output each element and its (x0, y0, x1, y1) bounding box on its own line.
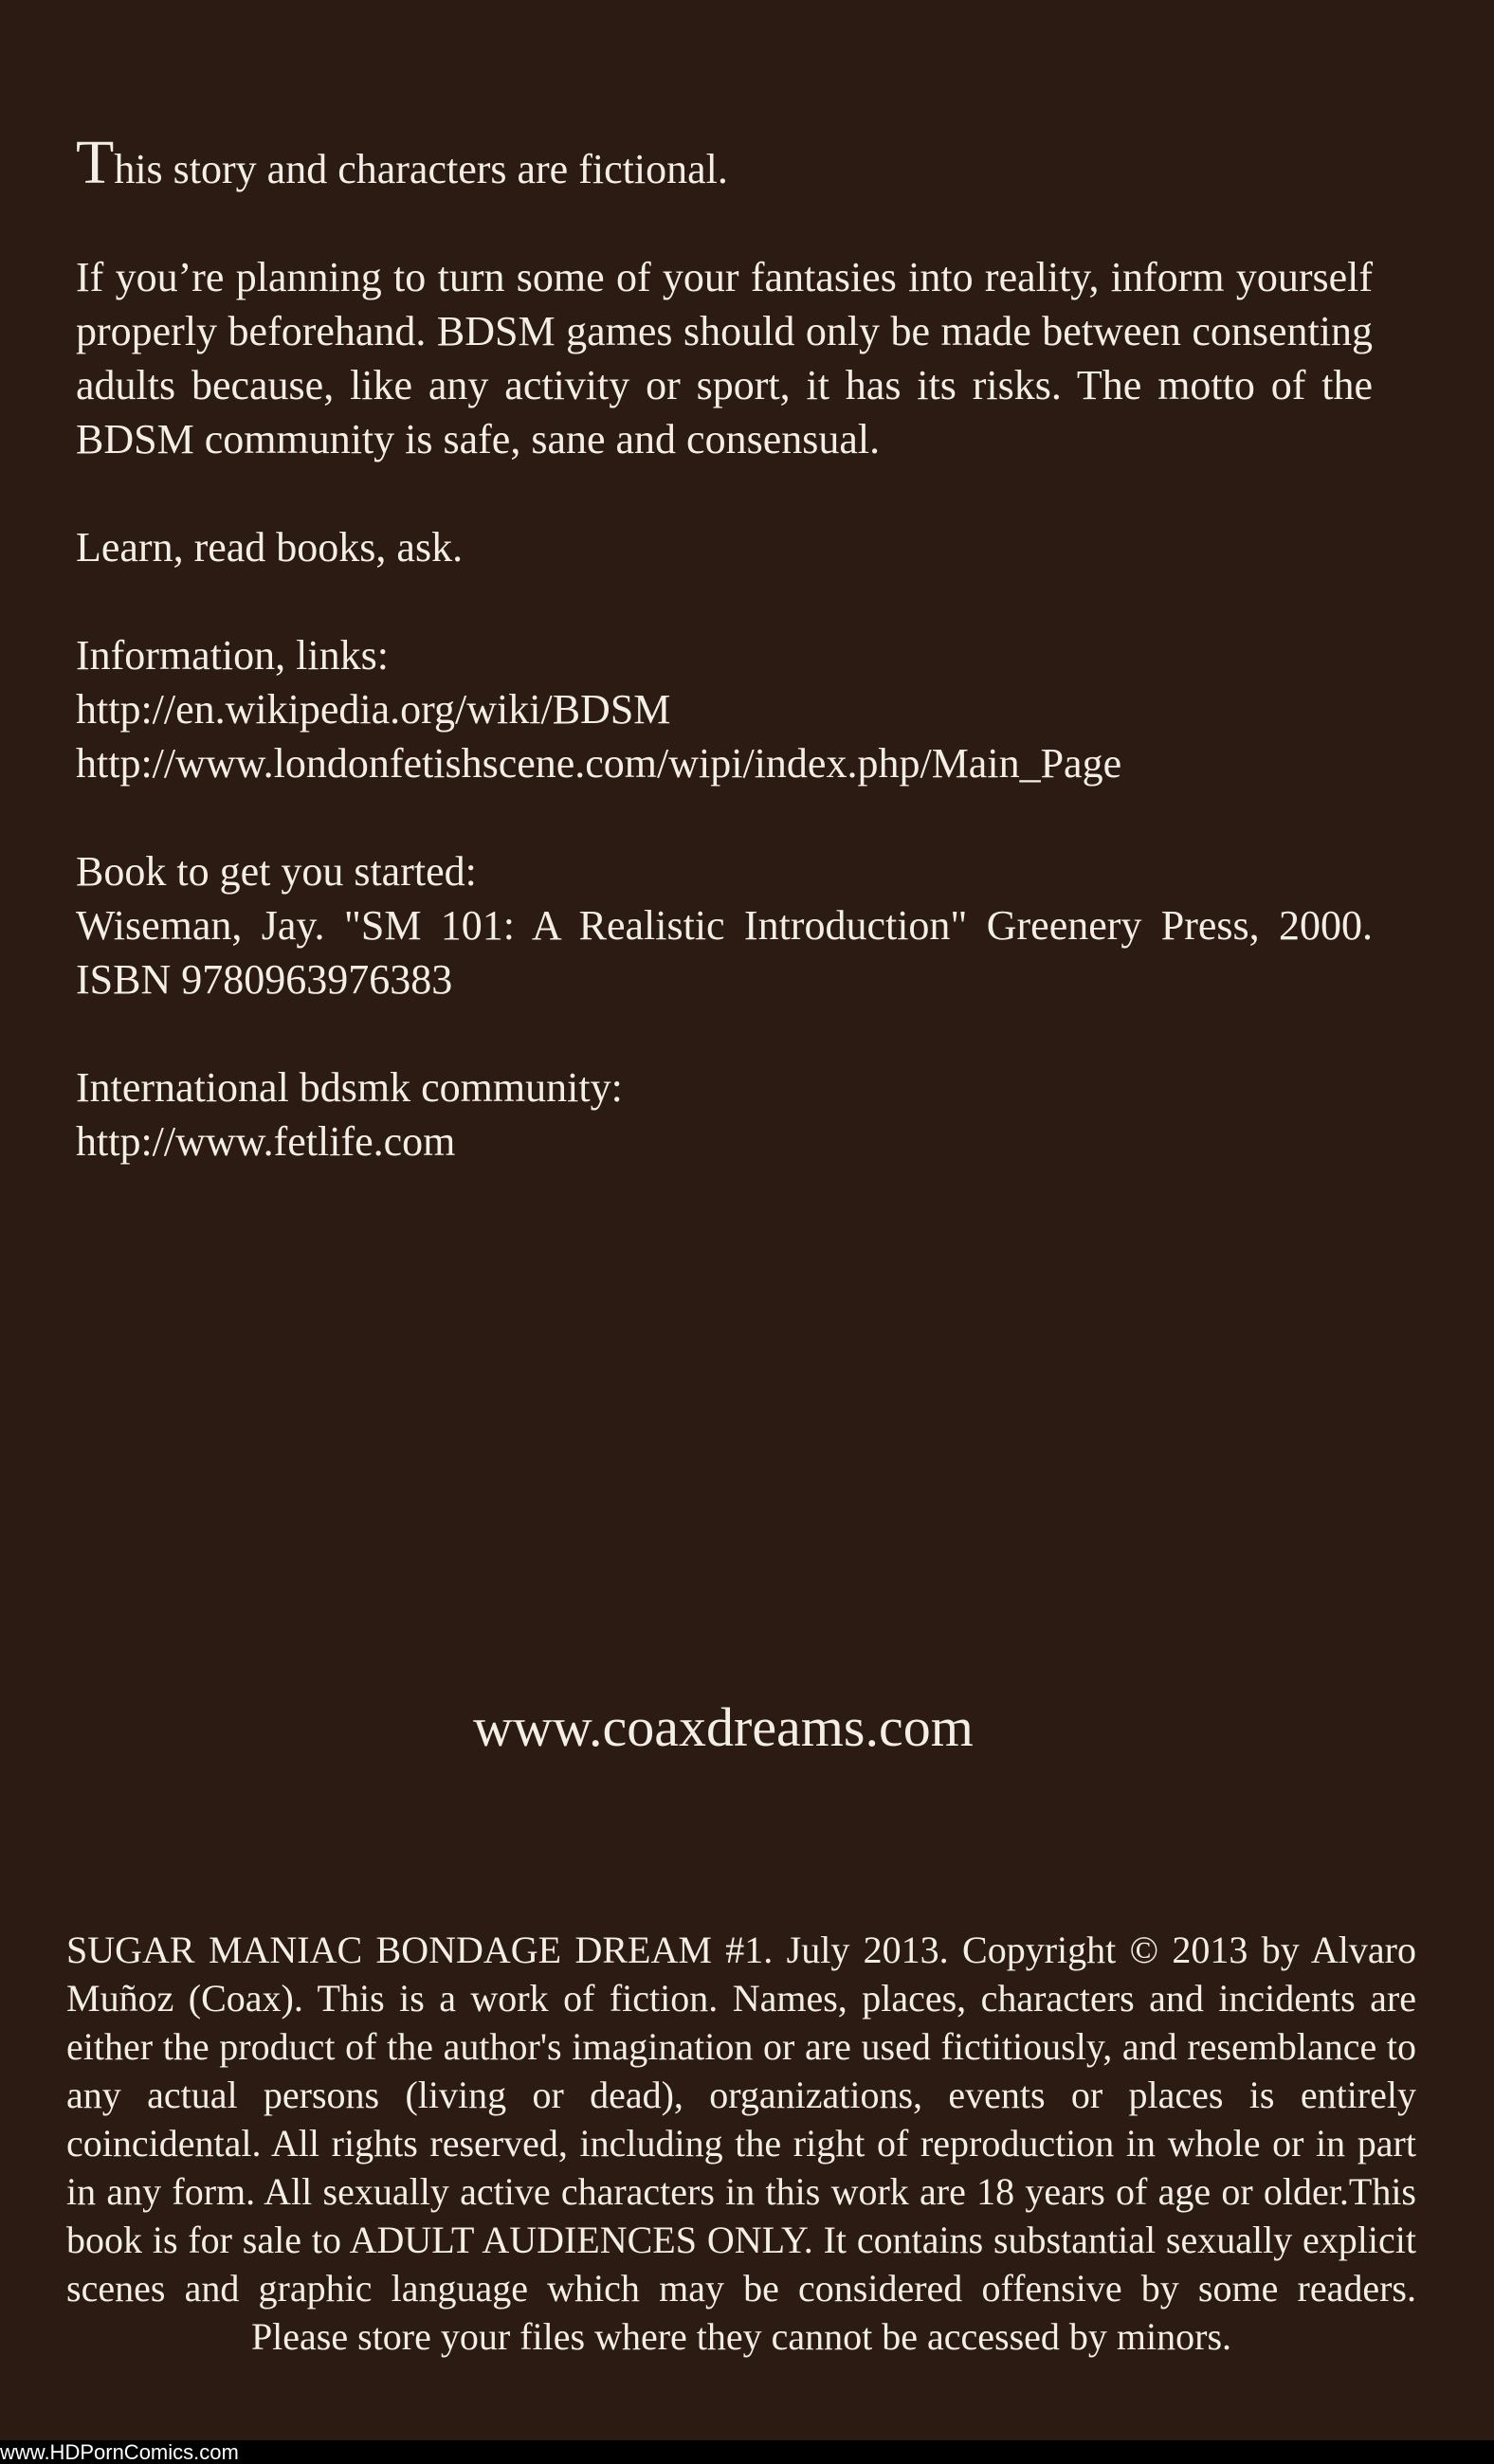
book-citation: Wiseman, Jay. "SM 101: A Realistic Introduction" Greenery Press, 2000. ISBN 9780963976383 (76, 902, 1373, 1003)
community-section (76, 1060, 1373, 1169)
watermark-text: www.HDPornComics.com (0, 2440, 239, 2464)
book-section (76, 844, 1373, 1006)
londonfetishscene-link[interactable]: http://www.londonfetishscene.com/wipi/index.php/Main_Page (76, 740, 1122, 787)
safety-paragraph: If you’re planning to turn some of your fantasies into reality, inform yourself properly beforehand. BDSM games should only be made between consenting adults because, like any activity or sport, it has its risks. The motto of the BDSM community is safe, sane and consensual. (76, 254, 1373, 462)
info-heading: Information, links: (76, 632, 389, 679)
book-heading: Book to get you started: (76, 848, 477, 895)
info-links-section (76, 628, 1373, 790)
learn-line: Learn, read books, ask. (76, 524, 464, 571)
disclaimer-section (76, 128, 1373, 1223)
drop-cap: T (76, 128, 115, 197)
wikipedia-link[interactable]: http://en.wikipedia.org/wiki/BDSM (76, 686, 671, 733)
website-url[interactable]: www.coaxdreams.com (473, 1696, 974, 1758)
watermark-bar (0, 2440, 1494, 2464)
fetlife-link[interactable]: http://www.fetlife.com (76, 1118, 456, 1165)
fiction-statement-text: his story and characters are fictional. (114, 146, 728, 192)
fiction-statement (76, 128, 1373, 197)
copyright-notice: SUGAR MANIAC BONDAGE DREAM #1. July 2013. Copyright © 2013 by Alvaro Muñoz (Coax). This is a work of fiction. Names, places, characters and incidents are either the product of the author's imagination or are used fictitiously, and resemblance to any actual persons (living or dead), organizations, events or places is entirely coincidental. All rights reserved, including the right of reproduction in whole or in part in any form. All sexually active characters in this work are 18 years of age or older.This book is for sale to ADULT AUDIENCES ONLY. It contains substantial sexually explicit scenes and graphic language which may be considered offensive by some readers. Please store your files where they cannot be accessed by minors. (66, 1929, 1416, 2358)
community-heading: International bdsmk community: (76, 1064, 623, 1111)
